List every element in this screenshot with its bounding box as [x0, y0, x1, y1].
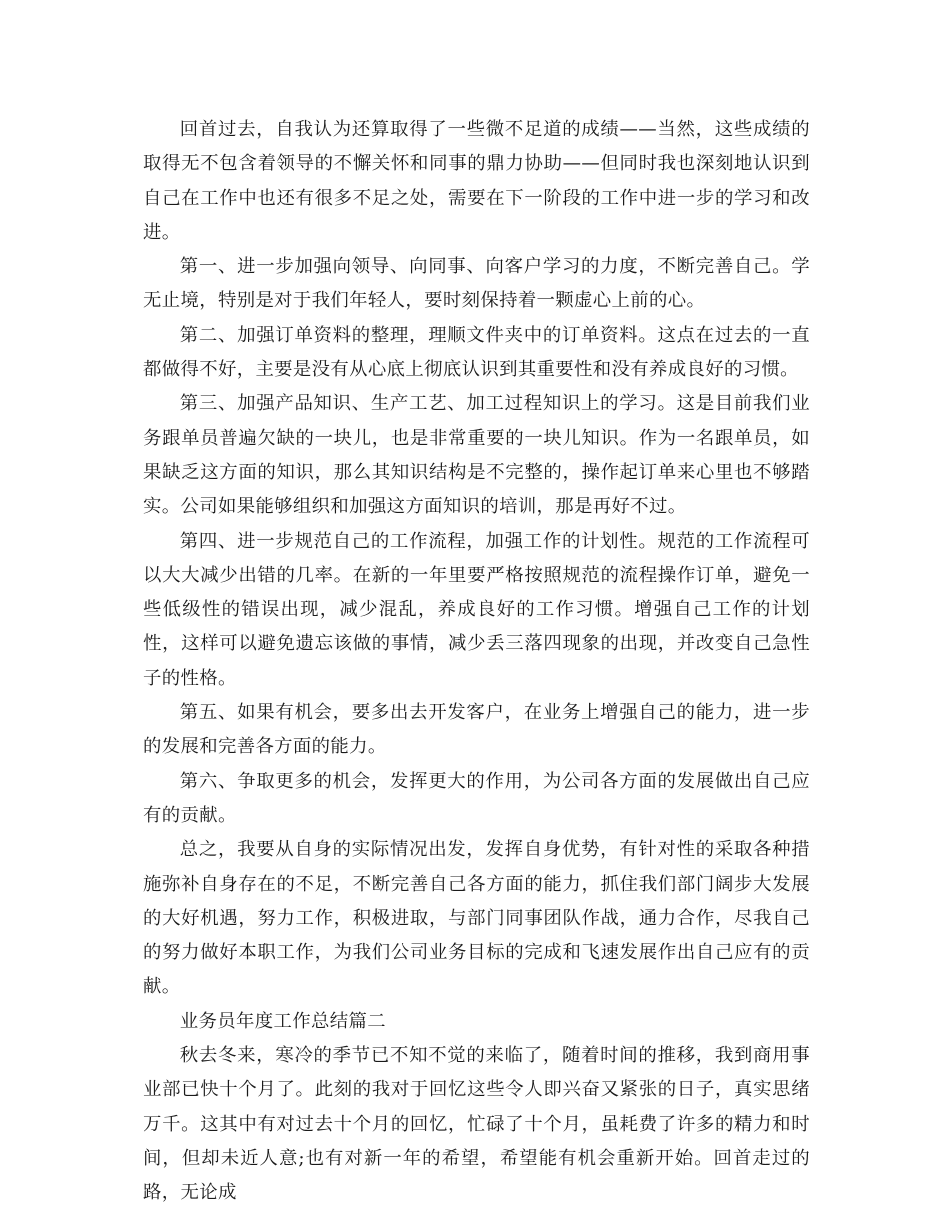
paragraph-point-3: 第三、加强产品知识、生产工艺、加工过程知识上的学习。这是目前我们业务跟单员普遍欠缺的一块儿，也是非常重要的一块儿知识。作为一名跟单员，如果缺乏这方面的知识，那么其知识结构是不完整的，操作起订单来心里也不够踏实。公司如果能够组织和加强这方面知识的培训，那是再好不过。 — [143, 393, 810, 518]
paragraph-point-5: 第五、如果有机会，要多出去开发客户，在业务上增强自己的能力，进一步的发展和完善各方面的能力。 — [143, 702, 810, 758]
paragraph-point-1: 第一、进一步加强向领导、向同事、向客户学习的力度，不断完善自己。学无止境，特别是对于我们年轻人，要时刻保持着一颗虚心上前的心。 — [143, 256, 810, 312]
paragraph-section-two-intro: 秋去冬来，寒冷的季节已不知不觉的来临了，随着时间的推移，我到商用事业部已快十个月了。此刻的我对于回忆这些令人即兴奋又紧张的日子，真实思绪万千。这其中有对过去十个月的回忆，忙碌了十个月，虽耗费了许多的精力和时间，但却未近人意;也有对新一年的希望，希望能有机会重新开始。回首走过的路，无论成 — [143, 1045, 810, 1204]
paragraph-conclusion: 总之，我要从自身的实际情况出发，发挥自身优势，有针对性的采取各种措施弥补自身存在的不足，不断完善自己各方面的能力，抓住我们部门阔步大发展的大好机遇，努力工作，积极进取，与部门同事团队作战，通力合作，尽我自己的努力做好本职工作，为我们公司业务目标的完成和飞速发展作出自己应有的贡献。 — [143, 839, 810, 998]
section-heading: 业务员年度工作总结篇二 — [179, 1010, 386, 1032]
paragraph-review: 回首过去，自我认为还算取得了一些微不足道的成绩——当然，这些成绩的取得无不包含着领导的不懈关怀和同事的鼎力协助——但同时我也深刻地认识到自己在工作中也还有很多不足之处，需要在下一阶段的工作中进一步的学习和改进。 — [143, 119, 810, 243]
paragraph-point-2: 第二、加强订单资料的整理，理顺文件夹中的订单资料。这点在过去的一直都做得不好，主要是没有从心底上彻底认识到其重要性和没有养成良好的习惯。 — [143, 324, 810, 381]
paragraph-point-4: 第四、进一步规范自己的工作流程，加强工作的计划性。规范的工作流程可以大大减少出错的几率。在新的一年里要严格按照规范的流程操作订单，避免一些低级性的错误出现，减少混乱，养成良好的工作习惯。增强自己工作的计划性，这样可以避免遗忘该做的事情，减少丢三落四现象的出现，并改变自己急性子的性格。 — [143, 530, 810, 689]
paragraph-point-6: 第六、争取更多的机会，发挥更大的作用，为公司各方面的发展做出自己应有的贡献。 — [143, 770, 810, 826]
